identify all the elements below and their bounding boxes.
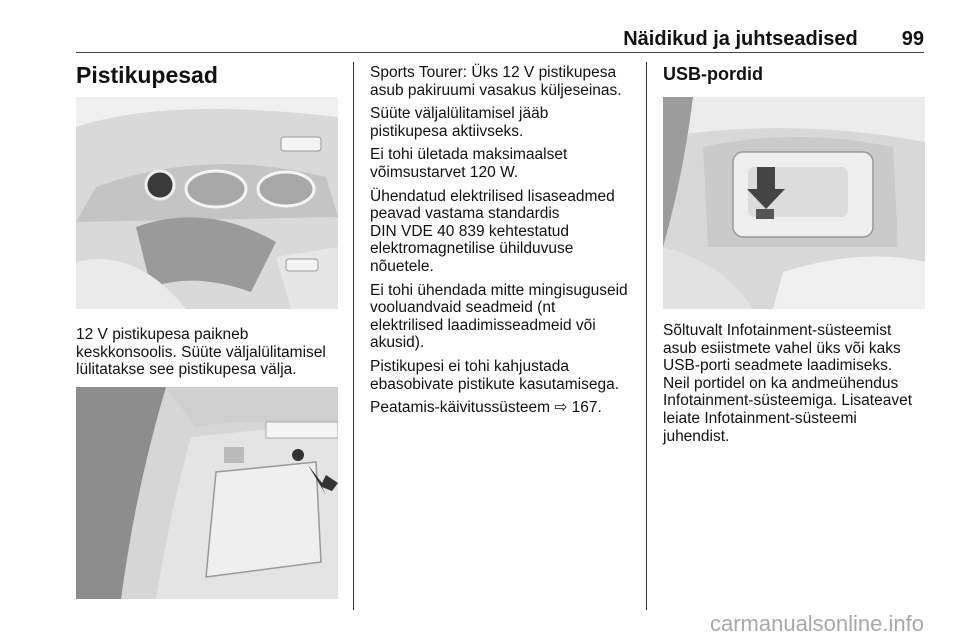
paragraph: Süüte väljalülitamisel jääb pistikupesa aktiivseks. <box>370 105 549 140</box>
paragraph: Pistikupesi ei tohi kahjustada ebasobivate pistikute kasutamisega. <box>370 357 620 393</box>
usb-socket <box>756 209 774 219</box>
column-divider <box>353 62 354 610</box>
header-rule <box>76 52 924 53</box>
usb-port-illustration <box>663 97 925 309</box>
caption-text: 12 V pistikupesa paikneb keskkonsoolis. Süüte väljalülitamisel lülitatakse see pistikupesa välja. <box>76 326 326 379</box>
paragraph: Sports Tourer: Üks 12 V pistikupesa asub pakiruumi vasakus küljeseinas. <box>370 64 622 99</box>
middle-column-text <box>370 64 638 423</box>
page-number: 99 <box>901 28 924 50</box>
section-heading-usb-ports: USB-pordid <box>663 64 763 84</box>
caption-console-outlet <box>76 326 344 385</box>
load-compartment-outlet-illustration <box>76 387 338 599</box>
section-heading-power-outlets: Pistikupesad <box>76 62 218 88</box>
paragraph: Ei tohi ületada maksimaalset võimsustarvet 120 W. <box>370 146 568 181</box>
paragraph: Ei tohi ühendada mitte mingisuguseid vooluandvaid seadmeid (nt elektrilised laadimisseadmeid või akusid). <box>370 281 628 352</box>
caption-text: Sõltuvalt Infotainment-süsteemist asub esiistmete vahel üks või kaks USB-porti seadmete laadimiseks. Neil portidel on ka andmeühendus Infotainment-süsteemiga. Lisateavet leiate Infotainment-süsteemi juhendist. <box>663 322 912 445</box>
watermark: carmanualsonline.info <box>709 611 924 636</box>
paragraph: Ühendatud elektrilised lisaseadmed peavad vastama standardis DIN VDE 40 839 kehtestatud elektromagnetilise ühilduvuse nõuetele. <box>370 187 615 275</box>
caption-usb-ports <box>663 322 933 451</box>
section-title: Näidikud ja juhtseadised <box>623 28 858 50</box>
power-outlet-socket <box>292 449 304 461</box>
cross-reference: Peatamis-käivitussüsteem ⇨ 167. <box>370 399 602 417</box>
power-outlet-socket <box>146 171 174 199</box>
column-divider <box>646 62 647 610</box>
console-power-outlet-illustration <box>76 97 338 309</box>
running-header <box>0 28 924 51</box>
